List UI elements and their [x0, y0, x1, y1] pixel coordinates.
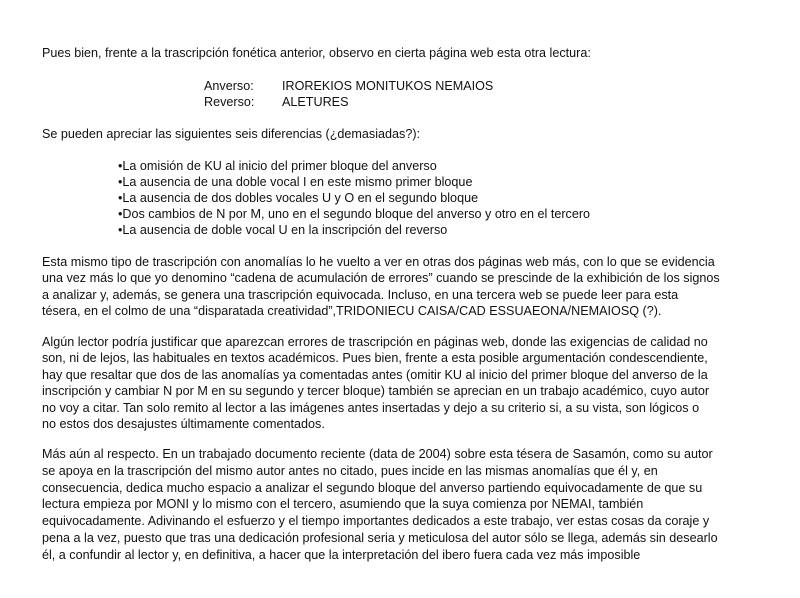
- differences-list: [118, 158, 590, 238]
- text-line: lectura empieza por MONI y lo mismo con el tercero, asumiendo que la suya comienza por NEMAI, también: [42, 497, 644, 512]
- anverso-value: IROREKIOS MONITUKOS NEMAIOS: [282, 79, 494, 93]
- text-line: Esta mismo tipo de trascripción con anomalías lo he vuelto a ver en otras dos páginas web más, con lo que se evidencia: [42, 255, 715, 269]
- text-line: equivocadamente. Adivinando el esfuerzo y el tiempo importantes dedicados a este trabajo, ver estas cosas da coraje y: [42, 514, 710, 529]
- text-line: se apoya en la trascripción del mismo autor antes no citado, pues incide en las mismas anomalías que él y, en: [42, 463, 658, 478]
- list-item: •Dos cambios de N por M, uno en el segundo bloque del anverso y otro en el tercero: [118, 207, 591, 221]
- list-item: •La ausencia de una doble vocal I en este mismo primer bloque: [118, 175, 473, 189]
- text-line: una vez más lo que yo denomino “cadena de acumulación de errores” cuando se prescinde de la exhibición de los signos: [42, 271, 720, 286]
- paragraph-web-errors: [42, 254, 720, 320]
- text-line: tésera, en el colmo de una “disparatada creatividad”,TRIDONIECU CAISA/CAD ESSUAEONA/NEMAIOSQ (?).: [42, 304, 662, 319]
- text-line: pena a la vez, puesto que tras una dedicación profesional seria y meticulosa del autor sólo se llega, además sin desearlo: [42, 530, 718, 545]
- text-line: hay que resaltar que dos de las anomalías ya comentadas antes (omitir KU al inicio del primer bloque del anverso de la: [42, 367, 708, 382]
- text-line: consecuencia, dedica mucho espacio a analizar el segundo bloque del anverso partiendo equivocadamente de que su: [42, 480, 703, 495]
- list-item: •La omisión de KU al inicio del primer bloque del anverso: [118, 159, 437, 173]
- paragraph-2004-document: [42, 446, 718, 564]
- text-line: Algún lector podría justificar que aparezcan errores de trascripción en páginas web, donde las exigencias de calidad no: [42, 335, 708, 349]
- reverso-label: Reverso:: [204, 95, 255, 109]
- list-item: •La ausencia de doble vocal U en la inscripción del reverso: [118, 223, 448, 237]
- text-line: son, ni de lejos, las habituales en textos académicos. Pues bien, frente a esta posible argumentación condescendiente,: [42, 351, 708, 366]
- text-line: Más aún al respecto. En un trabajado documento reciente (data de 2004) sobre esta tésera de Sasamón, como su autor: [42, 447, 713, 461]
- text-line: no voy a citar. Tan solo remito al lector a las imágenes antes insertadas y dejo a su criterio si, a su vista, son lógicos o: [42, 400, 700, 415]
- anverso-label: Anverso:: [204, 79, 254, 93]
- text-line: él, a confundir al lector y, en definitiva, a hacer que la interpretación del ibero fuera cada vez más imposible: [42, 547, 641, 562]
- text-line: no estos dos desajustes últimamente comentados.: [42, 417, 325, 432]
- reverso-value: ALETURES: [282, 95, 349, 109]
- paragraph-academic: [42, 334, 709, 432]
- text-line: inscripción y cambiar N por M en su segundo y tercer bloque) también se aprecian en un trabajo académico, cuyo autor: [42, 384, 710, 399]
- text-line: a analizar y, además, se genera una trascripción equivocada. Incluso, en una tercera web se puede leer para esta: [42, 287, 679, 302]
- intro-text: Pues bien, frente a la trascripción fonética anterior, observo en cierta página web esta otra lectura:: [42, 46, 591, 60]
- differences-intro: Se pueden apreciar las siguientes seis diferencias (¿demasiadas?):: [42, 127, 421, 141]
- list-item: •La ausencia de dos dobles vocales U y O en el segundo bloque: [118, 191, 479, 205]
